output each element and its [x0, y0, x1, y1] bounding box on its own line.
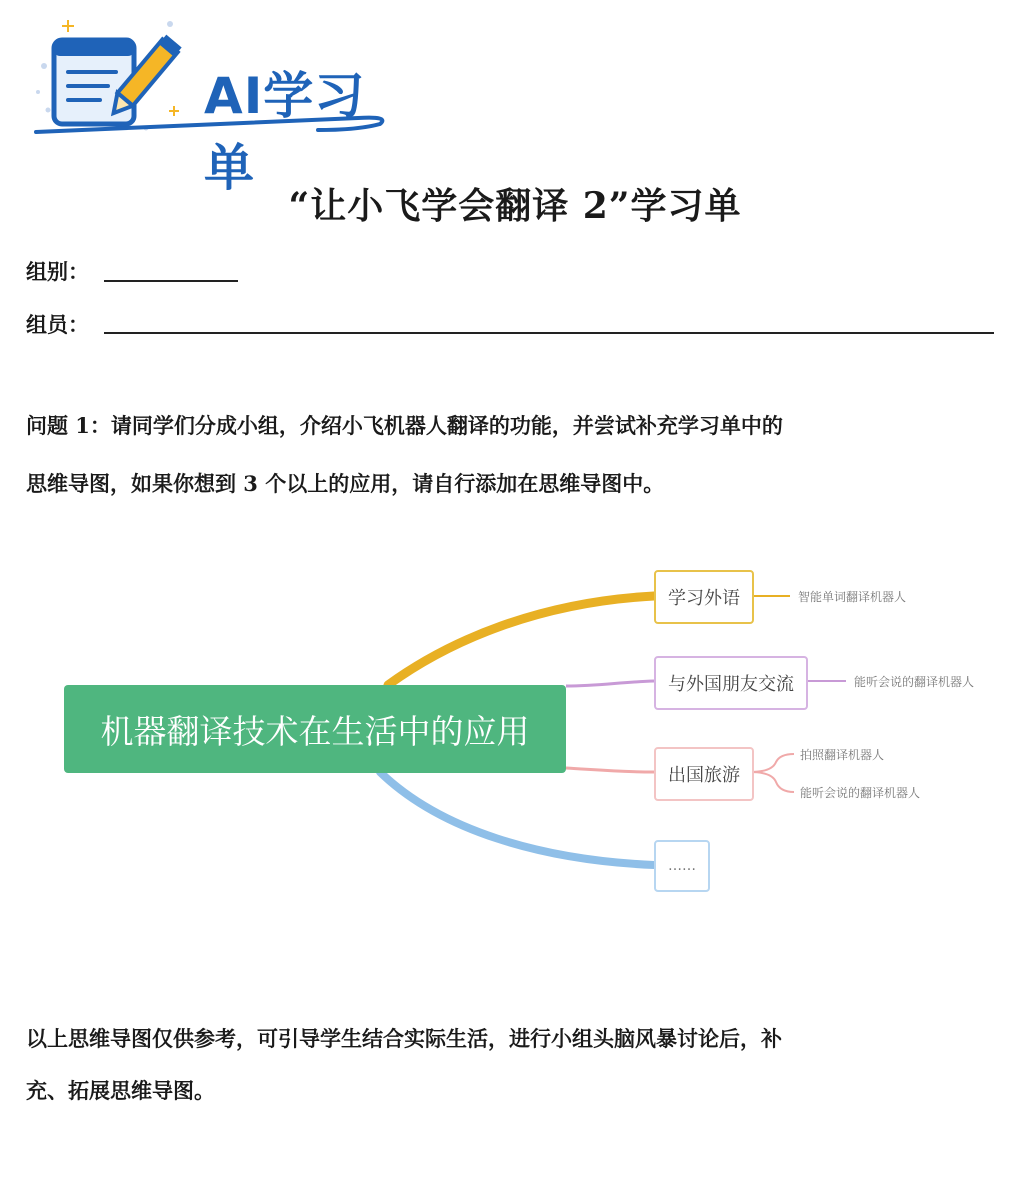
leaf-word-translator: 智能单词翻译机器人 — [798, 590, 907, 604]
mind-map — [0, 540, 1030, 920]
leaf-speech-translator-travel: 能听会说的翻译机器人 — [800, 786, 921, 800]
footer-line-1: 以上思维导图仅供参考，可引导学生结合实际生活，进行小组头脑风暴讨论后，补 — [26, 1026, 782, 1051]
question-paragraph — [26, 406, 1001, 504]
footer-paragraph — [26, 1019, 1001, 1111]
footer-line-2: 充、拓展思维导图。 — [26, 1078, 215, 1103]
group-field[interactable] — [104, 280, 238, 282]
mind-map-root: 机器翻译技术在生活中的应用 — [64, 685, 566, 773]
logo — [28, 14, 408, 197]
logo-text: AI学习单 — [204, 67, 366, 197]
members-field[interactable] — [104, 332, 994, 334]
leaf-photo-translator: 拍照翻译机器人 — [800, 748, 885, 762]
page-title: “让小飞学会翻译 2”学习单 — [288, 185, 742, 227]
branch-more: …… — [654, 840, 710, 892]
branch-learn-language: 学习外语 — [654, 570, 754, 624]
question-line-1: 问题 1：请同学们分成小组，介绍小飞机器人翻译的功能，并尝试补充学习单中的 — [26, 413, 783, 438]
branch-foreign-friends: 与外国朋友交流 — [654, 656, 808, 710]
members-label: 组员： — [26, 312, 89, 337]
question-line-2: 思维导图，如果你想到 3 个以上的应用，请自行添加在思维导图中。 — [26, 471, 665, 496]
branch-travel-abroad: 出国旅游 — [654, 747, 754, 801]
leaf-speech-translator: 能听会说的翻译机器人 — [854, 675, 975, 689]
group-label: 组别： — [26, 259, 89, 284]
